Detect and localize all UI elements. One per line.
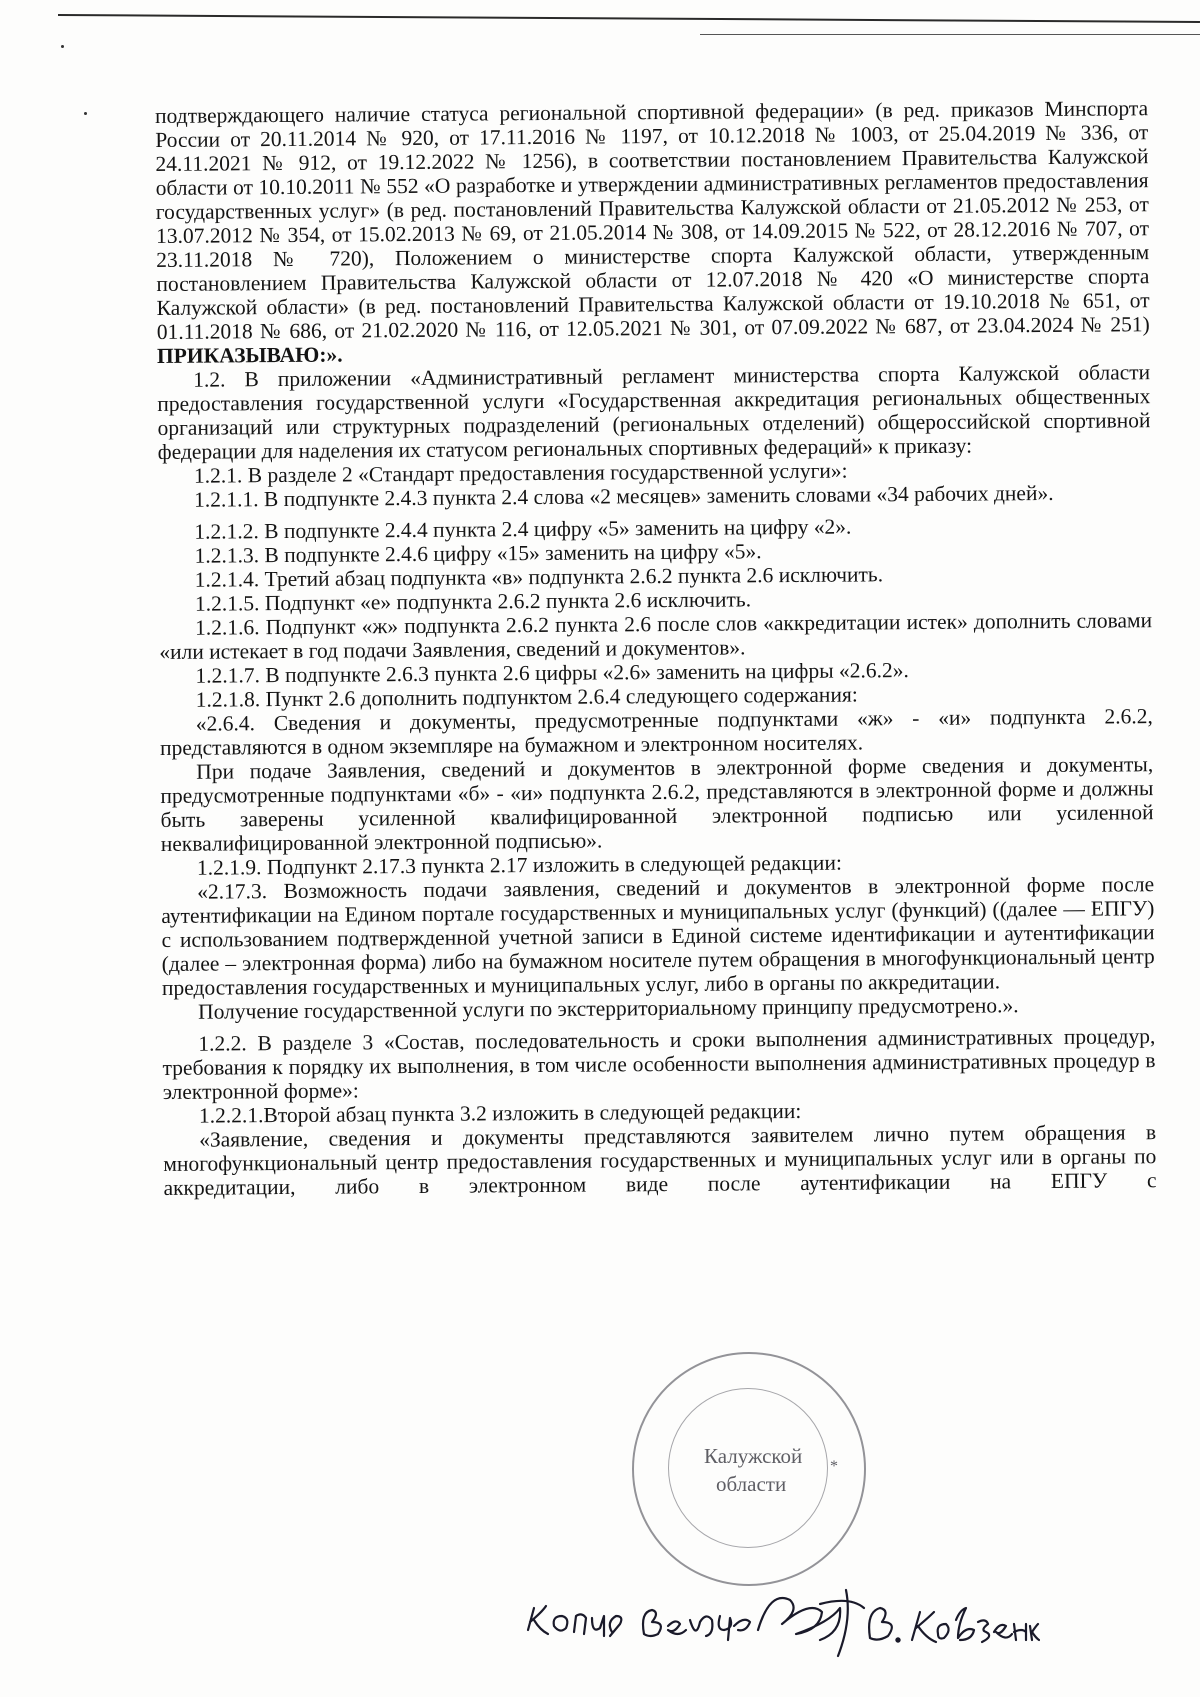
paragraph-1-2: 1.2. В приложении «Административный регламент министерства спорта Калужской области предоставления государственной услуги «Государственная аккредитация региональных общественных организаций или структурных подразделений (региональных отделений) общероссийской спортивной федерации для наделения их статусом региональных спортивных федераций» к приказу: bbox=[157, 360, 1151, 464]
paragraph-2-6-4: «2.6.4. Сведения и документы, предусмотренные подпунктами «ж» - «и» подпункта 2.6.2, представляются в одном экземпляре на бумажном и электронном носителях. bbox=[159, 704, 1153, 760]
paragraph-1-2-2: 1.2.2. В разделе 3 «Состав, последовательность и сроки выполнения административных процедур, требования к порядку их выполнения, в том числе особенности выполнения административных процедур в электронной форме»: bbox=[162, 1024, 1156, 1104]
seal-text-line2: области bbox=[716, 1472, 787, 1496]
paragraph-1-2-1-6: 1.2.1.6. Подпункт «ж» подпункта 2.6.2 пункта 2.6 после слов «аккредитации истек» дополнить словами «или истекает в год подачи Заявления, сведений и документов». bbox=[159, 608, 1153, 664]
paragraph-extraterritorial: Получение государственной услуги по экстерриториальному принципу предусмотрено.». bbox=[198, 993, 1019, 1024]
paragraph-2-17-3: «2.17.3. Возможность подачи заявления, сведений и документов в электронной форме после аутентификации на Едином портале государственных и муниципальных услуг (функций) ((далее — ЕПГУ) с использованием подтвержденной учетной записи в Единой системе идентификации и аутентификации (далее – электронная форма) либо на бумажном носителе путем обращения в многофункциональный центр предоставления государственных и муниципальных услуг, либо в органы по аккредитации. bbox=[161, 872, 1155, 1000]
paragraph-1-2-1-8: 1.2.1.8. Пункт 2.6 дополнить подпунктом 2.6.4 следующего содержания: bbox=[195, 682, 858, 712]
seal-text-line1: Калужской bbox=[704, 1444, 803, 1468]
paragraph-1-2-2-1: 1.2.2.1.Второй абзац пункта 3.2 изложить в следующей редакции: bbox=[198, 1098, 802, 1128]
paragraph-application-submission: «Заявление, сведения и документы представляются заявителем лично путем обращения в многофункциональный центр предоставления государственных и муниципальных услуг или в органы по аккредитации, либо в электронном виде после аутентификации на ЕПГУ с bbox=[163, 1120, 1157, 1200]
document-body bbox=[155, 96, 1157, 1200]
scan-border-line-secondary bbox=[700, 34, 1200, 35]
scan-speck bbox=[84, 112, 87, 115]
seal-star-icon: * bbox=[830, 1458, 838, 1475]
paragraph-1-2-1-1: 1.2.1.1. В подпункте 2.4.3 пункта 2.4 слова «2 месяцев» заменить словами «34 рабочих дней». bbox=[194, 480, 1054, 512]
scan-speck bbox=[61, 45, 64, 48]
paragraph-1-2-1: 1.2.1. В разделе 2 «Стандарт предоставления государственной услуги»: bbox=[193, 458, 848, 488]
paragraph-1-2-1-9: 1.2.1.9. Подпункт 2.17.3 пункта 2.17 изложить в следующей редакции: bbox=[196, 850, 842, 880]
handwritten-signature bbox=[520, 1560, 1040, 1670]
paragraph-1-2-1-3: 1.2.1.3. В подпункте 2.4.6 цифру «15» заменить на цифру «5». bbox=[194, 539, 762, 568]
paragraph-preamble bbox=[155, 96, 1150, 368]
official-seal bbox=[632, 1352, 866, 1586]
paragraph-1-2-1-2: 1.2.1.2. В подпункте 2.4.4 пункта 2.4 цифру «5» заменить на цифру «2». bbox=[194, 514, 852, 544]
scan-border-line bbox=[58, 14, 1200, 23]
paragraph-1-2-1-4: 1.2.1.4. Третий абзац подпункта «в» подпункта 2.6.2 пункта 2.6 исключить. bbox=[194, 562, 884, 592]
paragraph-1-2-1-5: 1.2.1.5. Подпункт «е» подпункта 2.6.2 пункта 2.6 исключить. bbox=[194, 587, 752, 616]
paragraph-1-2-1-7: 1.2.1.7. В подпункте 2.6.3 пункта 2.6 цифры «2.6» заменить на цифры «2.6.2». bbox=[195, 658, 909, 688]
order-keyword: ПРИКАЗЫВАЮ:». bbox=[156, 342, 343, 368]
preamble-text: подтверждающего наличие статуса региональной спортивной федерации» (в ред. приказов Минспорта России от 20.11.2014 № 920, от 17.11.2016 № 1197, от 10.12.2018 № 1003, от 25.04.2019 № 336, от 24.11.2021 № 912, от 19.12.2022 № 1256), в соответствии постановлением Правительства Калужской области от 10.10.2011 № 552 «О разработке и утверждении административных регламентов предоставления государственных услуг» (в ред. постановлений Правительства Калужской области от 21.05.2012 № 253, от 13.07.2012 № 354, от 15.02.2013 № 69, от 21.05.2014 № 308, от 14.09.2015 № 522, от 28.12.2016 № 707, от 23.11.2018 № 720), Положением о министерстве спорта Калужской области, утвержденным постановлением Правительства Калужской области от 12.07.2018 № 420 «О министерстве спорта Калужской области» (в ред. постановлений Правительства Калужской области от 19.10.2018 № 651, от 01.11.2018 № 686, от 21.02.2020 № 116, от 12.05.2021 № 301, от 07.09.2022 № 687, от 23.04.2024 № 251) bbox=[155, 96, 1150, 344]
paragraph-electronic-submission: При подаче Заявления, сведений и документов в электронной форме сведения и документы, предусмотренные подпунктами «б» - «и» подпункта 2.6.2, представляются в электронной форме и должны быть заверены усиленной квалифицированной электронной подписью или усиленной неквалифицированной электронной подписью». bbox=[160, 752, 1154, 856]
